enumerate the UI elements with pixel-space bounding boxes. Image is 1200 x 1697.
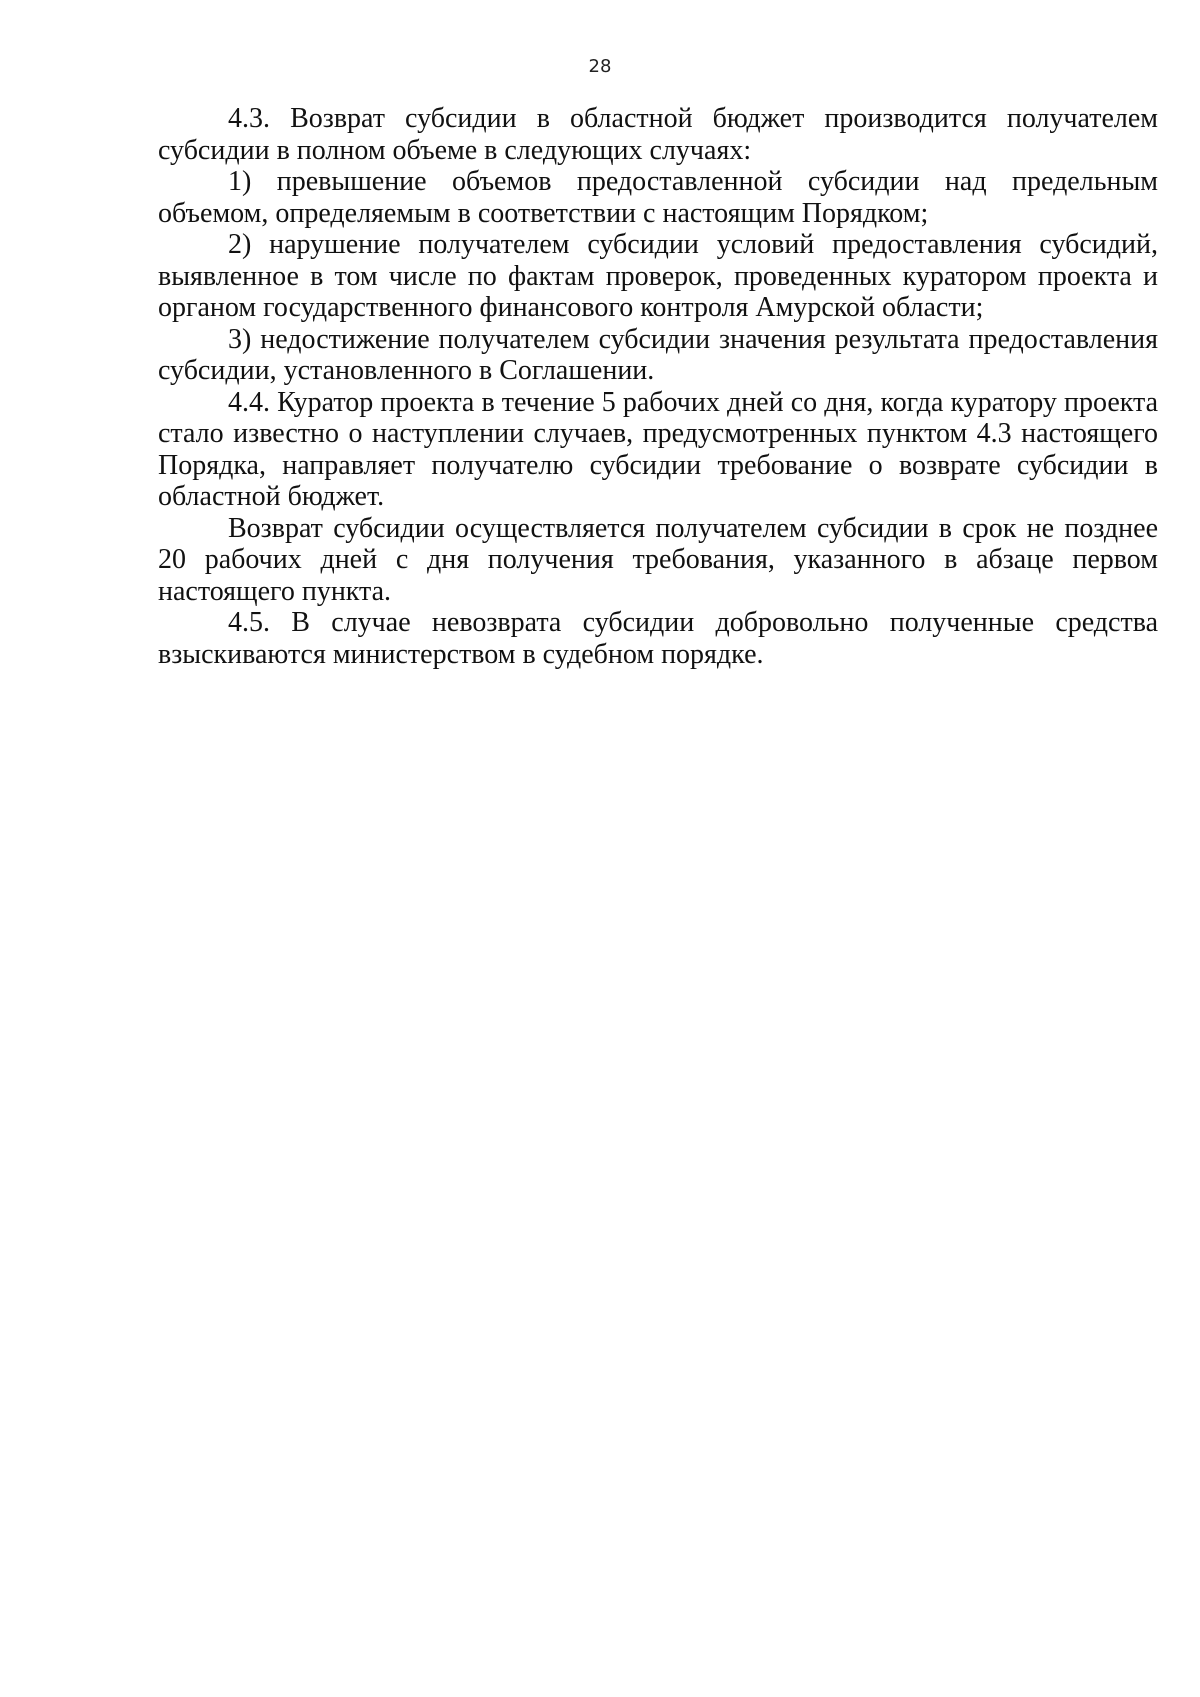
paragraph-4-4: 4.4. Куратор проекта в течение 5 рабочих дней со дня, когда куратору проекта стало известно о наступлении случаев, предусмотренных пунктом 4.3 настоящего Порядка, направляет получателю субсидии требование о возврате субсидии в областной бюджет. [158,386,1158,512]
list-item-1: 1) превышение объемов предоставленной субсидии над предельным объемом, определяемым в соответствии с настоящим Порядком; [158,166,1158,229]
paragraph-return-deadline: Возврат субсидии осуществляется получателем субсидии в срок не позднее 20 рабочих дней с дня получения требования, указанного в абзаце первом настоящего пункта. [158,512,1158,607]
paragraph-4-3: 4.3. Возврат субсидии в областной бюджет производится получателем субсидии в полном объеме в следующих случаях: [158,103,1158,166]
page-number: 28 [588,56,612,77]
list-item-2: 2) нарушение получателем субсидии условий предоставления субсидий, выявленное в том числе по фактам проверок, проведенных куратором проекта и органом государственного финансового контроля Амурской области; [158,229,1158,323]
document-body [158,103,1158,670]
list-item-3: 3) недостижение получателем субсидии значения результата предоставления субсидии, установленного в Соглашении. [158,323,1158,386]
paragraph-4-5: 4.5. В случае невозврата субсидии добровольно полученные средства взыскиваются министерством в судебном порядке. [158,607,1158,670]
